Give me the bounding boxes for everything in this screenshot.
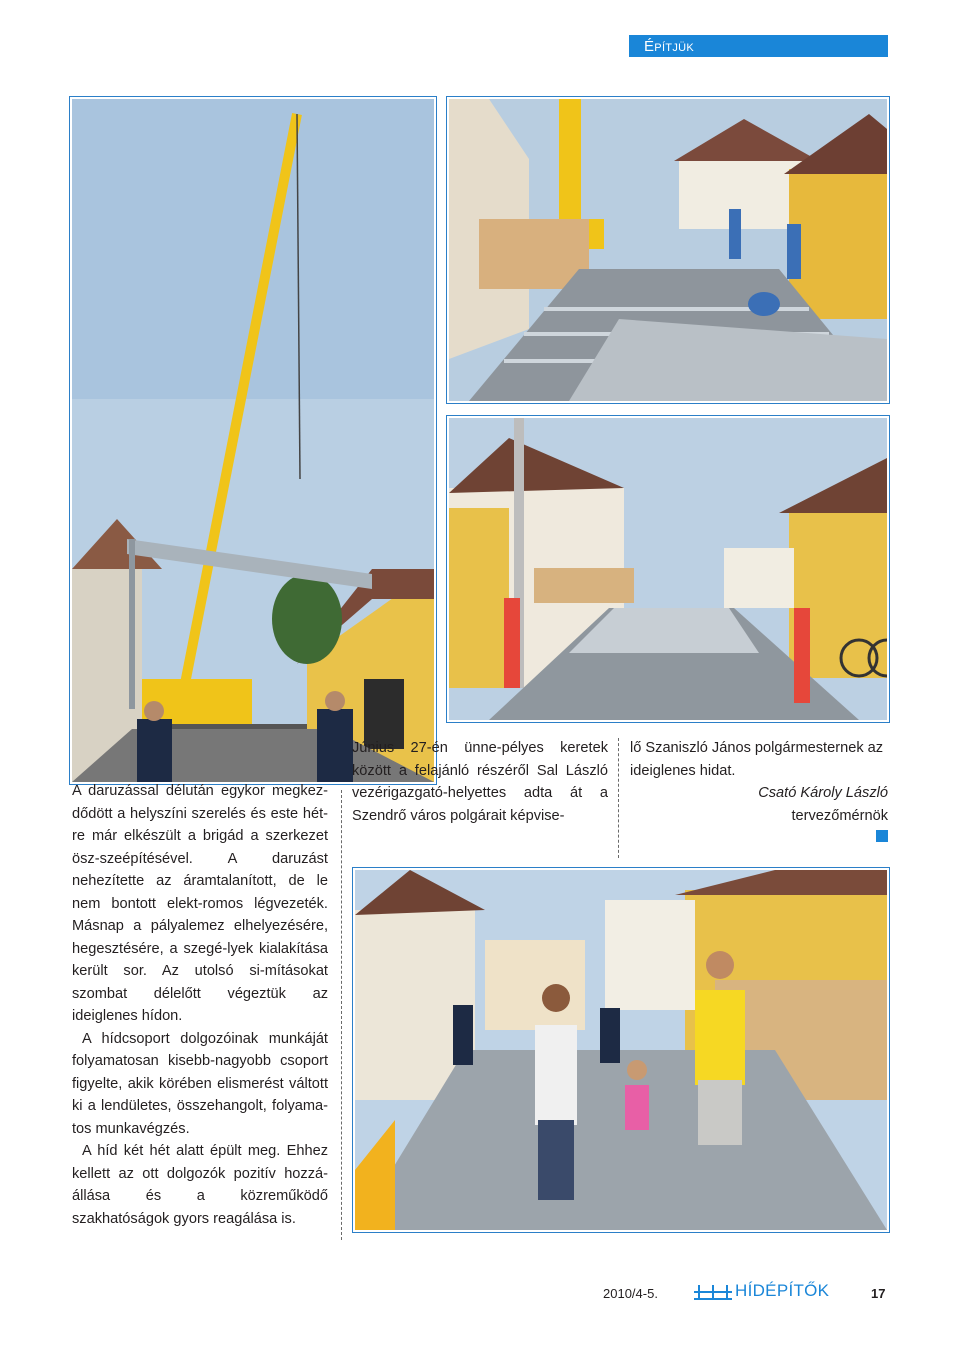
photo-caption-part-1: Június 27-én ünne-pélyes keretek között a felajánló részéről Sal László vezérigazgató-helyettes adta át a Szendrő város polgárait képvise- [352, 740, 608, 824]
crane-photo [72, 99, 434, 782]
workers-photo [449, 99, 887, 401]
issue-number: 2010/4-5. [603, 1286, 658, 1301]
column-divider-right [618, 738, 619, 858]
crane-photo-image [72, 99, 434, 782]
article-end-mark [876, 830, 888, 842]
finished-bridge-photo [449, 418, 887, 720]
article-body [72, 780, 328, 1230]
article-paragraph-1: A daruzással délután egykor megkez-dődött a helyszíni szerelés és este hét-re már elkészült a brigád a szerkezet ösz-szeépítésével. A daruzást nehezítette az áramtalanított, de le nem bontott elekt-romos légvezeték. Másnap a pályalemez elhelyezésére, hegesztésére, a szegé-lyek kialakítása került sor. Az utolsó si-mításokat szombat délelőtt végeztük az ideiglenes hídon. [72, 783, 328, 1024]
photo-caption-part-2-block [630, 737, 888, 827]
author-name: Csató Károly László [758, 785, 888, 801]
magazine-brand: HÍDÉPÍTŐK [735, 1281, 830, 1300]
bridge-logo-icon [694, 1281, 732, 1301]
family-walking-photo [355, 870, 887, 1230]
author-role: tervezőmérnök [791, 807, 888, 824]
bridge-logo-icon-svg [694, 1281, 732, 1301]
column-divider-left [341, 790, 342, 1240]
workers-photo-image [449, 99, 887, 401]
family-walking-photo-image [355, 870, 887, 1230]
section-title: Építjük [644, 38, 694, 55]
article-paragraph-2: A hídcsoport dolgozóinak munkáját folyamatosan kisebb-nagyobb csoport figyelte, akik körében elismerést váltott ki a lendületes, összehangolt, folyama-tos munkavégzés. [72, 1030, 328, 1137]
article-paragraph-3: A híd két hét alatt épült meg. Ehhez kellett az ott dolgozók pozitív hozzá-állása és a közreműködő szakhatóságok gyors reagálása is. [72, 1143, 328, 1227]
photo-caption-part-2: lő Szaniszló János polgármesternek az ideiglenes hidat. [630, 740, 884, 779]
finished-bridge-photo-image [449, 418, 887, 720]
page-number: 17 [871, 1286, 886, 1301]
